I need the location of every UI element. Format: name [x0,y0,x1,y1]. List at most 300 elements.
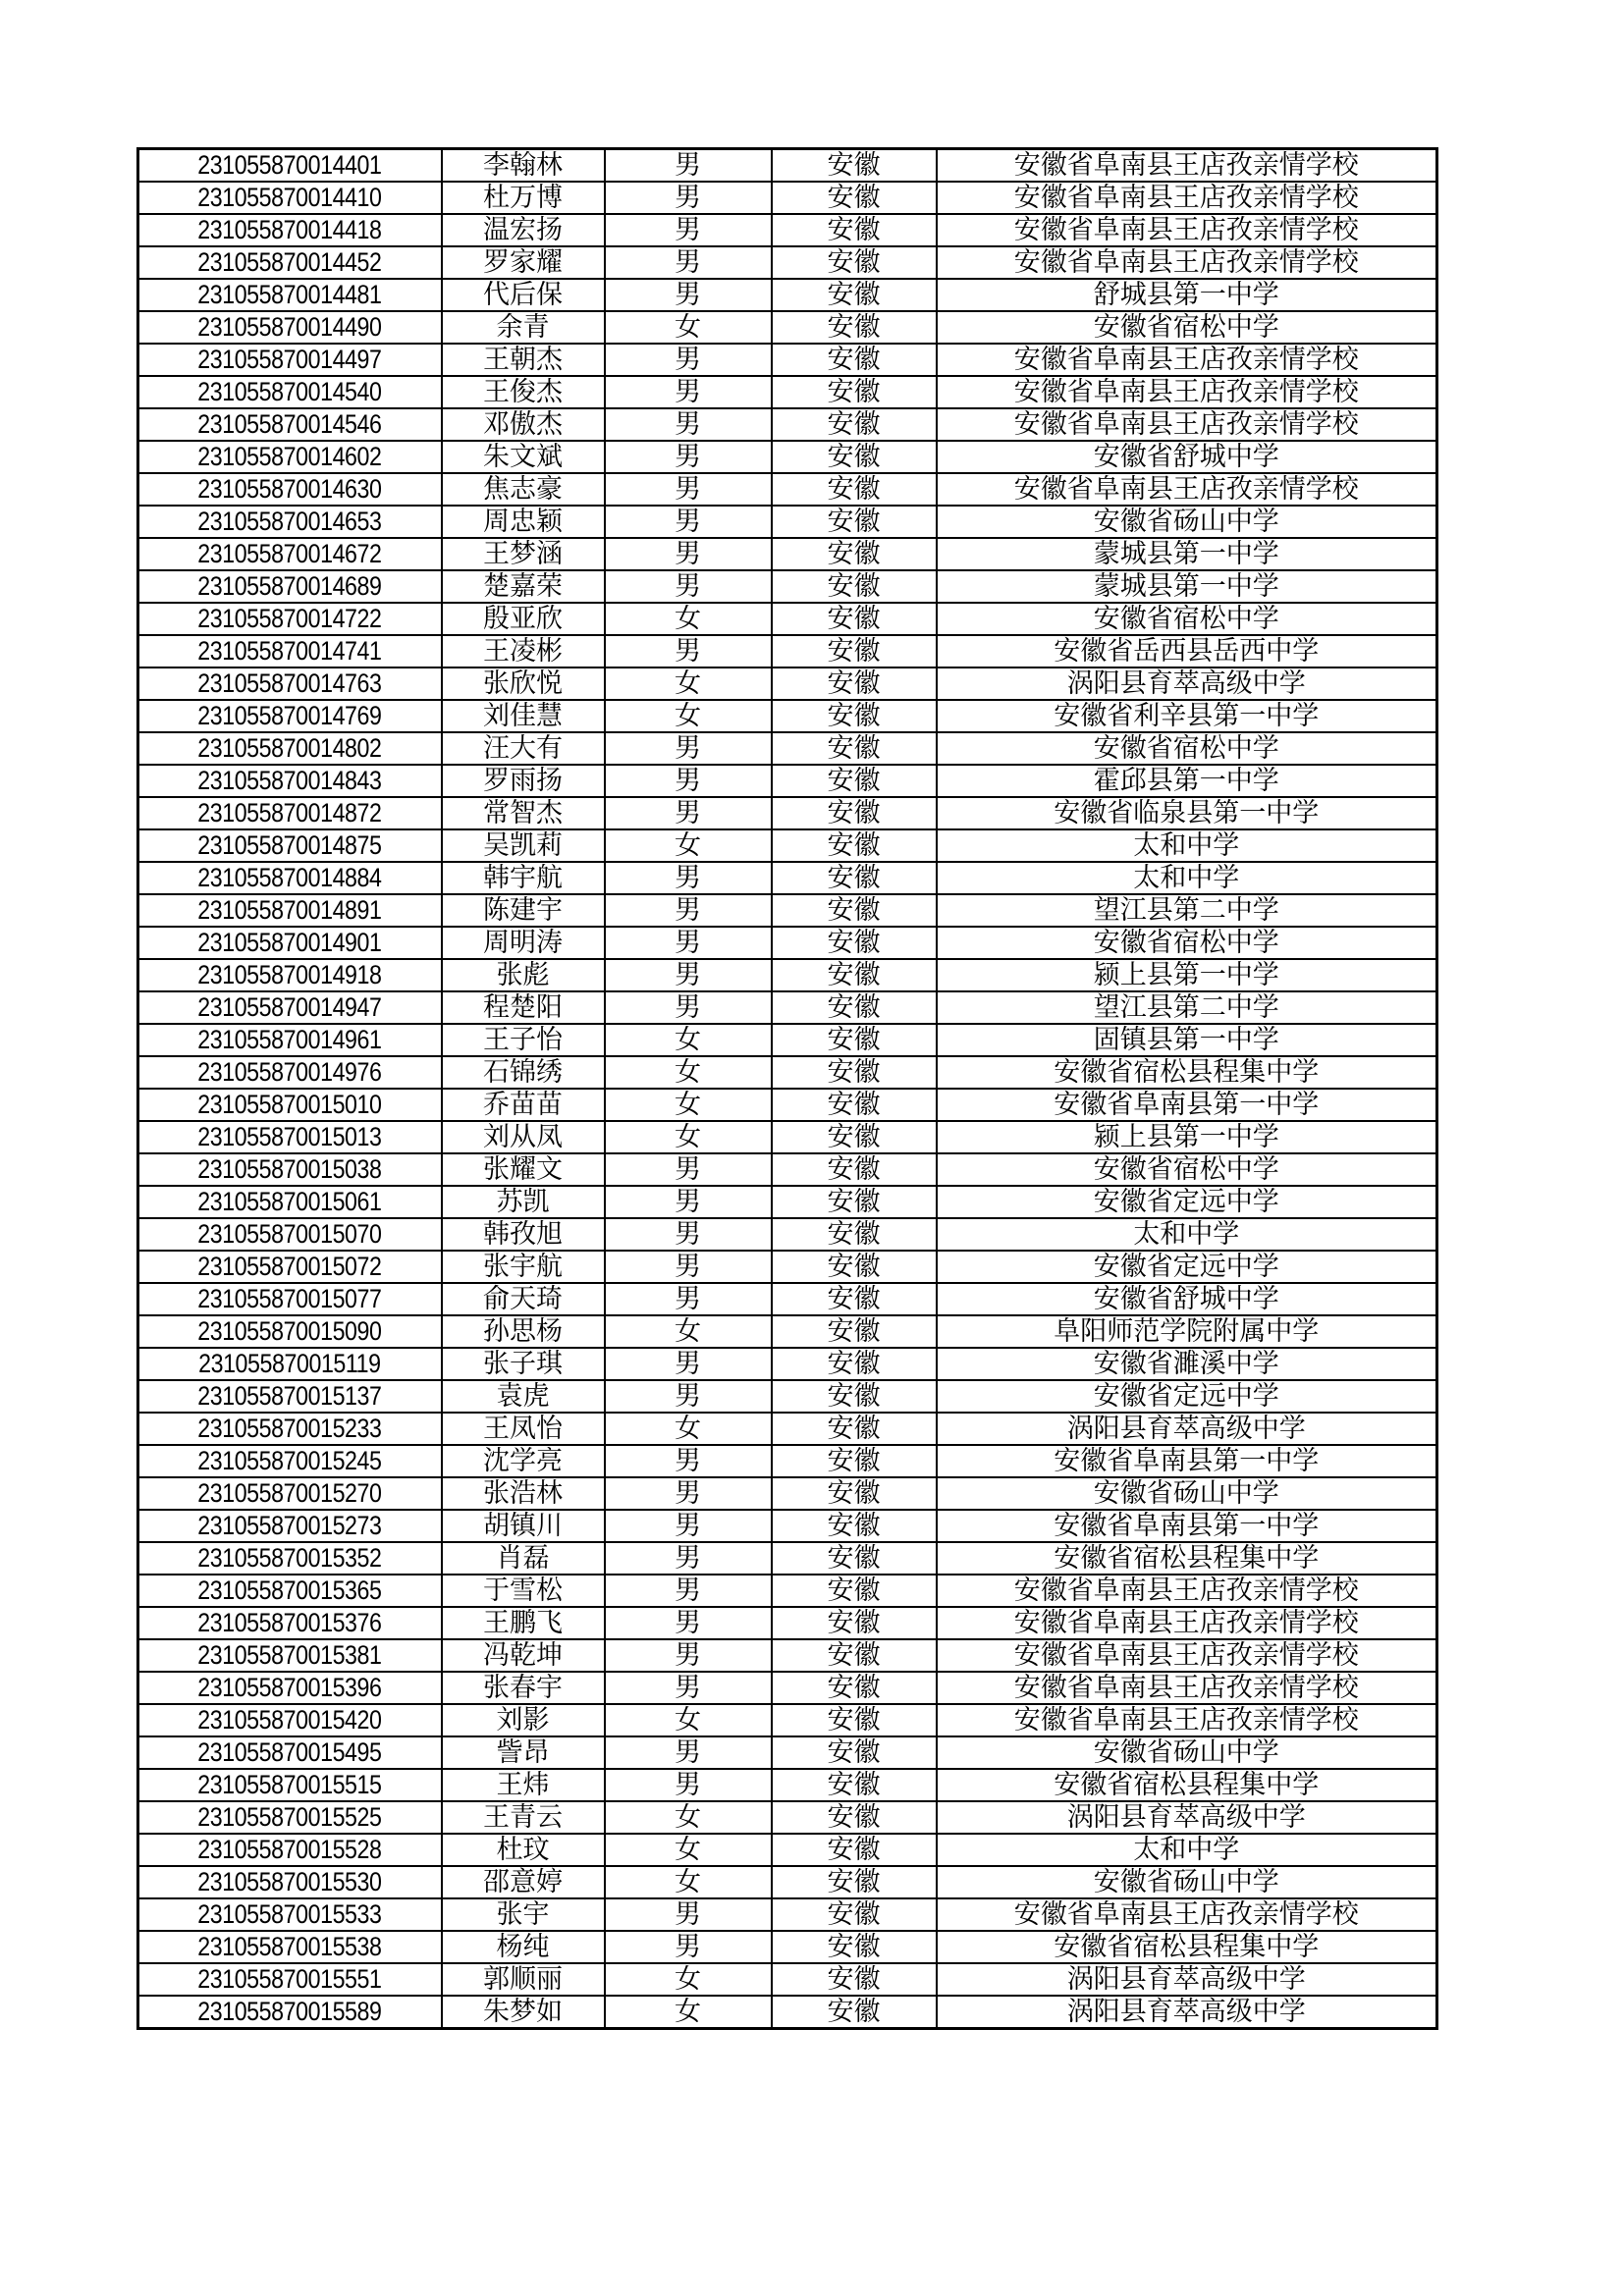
name-cell: 张宇航 [442,1251,605,1283]
table-row [138,1639,1437,1672]
name-cell: 张宇 [442,1898,605,1931]
exam-id-text: 231055870014918 [197,960,382,989]
school-cell: 太和中学 [937,1834,1437,1866]
gender-cell: 男 [605,473,772,506]
gender-cell: 男 [605,344,772,376]
name-cell: 王鹏飞 [442,1607,605,1639]
gender-cell: 女 [605,1315,772,1348]
name-cell: 冯乾坤 [442,1639,605,1672]
school-cell: 安徽省阜南县王店孜亲情学校 [937,1704,1437,1736]
exam-id-cell [138,1963,442,1996]
exam-id-cell [138,1024,442,1056]
gender-cell: 男 [605,1477,772,1510]
province-cell: 安徽 [772,506,937,538]
exam-id-cell [138,667,442,700]
school-cell: 太和中学 [937,1218,1437,1251]
province-cell: 安徽 [772,1898,937,1931]
gender-cell: 男 [605,1575,772,1607]
gender-cell: 男 [605,732,772,765]
name-cell: 张浩林 [442,1477,605,1510]
name-cell: 程楚阳 [442,991,605,1024]
gender-cell: 男 [605,1672,772,1704]
table-row [138,1186,1437,1218]
exam-id-text: 231055870015528 [197,1835,382,1864]
name-cell: 周明涛 [442,927,605,959]
name-cell: 韩宇航 [442,862,605,894]
name-cell: 焦志豪 [442,473,605,506]
province-cell: 安徽 [772,1672,937,1704]
name-cell: 杜玟 [442,1834,605,1866]
name-cell: 代后保 [442,279,605,311]
exam-id-text: 231055870014653 [197,507,382,536]
school-cell: 太和中学 [937,829,1437,862]
exam-id-cell [138,441,442,473]
gender-cell: 男 [605,1380,772,1413]
name-cell: 杜万博 [442,182,605,214]
gender-cell: 女 [605,1834,772,1866]
table-row [138,570,1437,603]
province-cell: 安徽 [772,182,937,214]
province-cell: 安徽 [772,1575,937,1607]
school-cell: 安徽省宿松县程集中学 [937,1542,1437,1575]
table-row [138,1607,1437,1639]
province-cell: 安徽 [772,894,937,927]
exam-id-cell [138,959,442,991]
gender-cell: 男 [605,1607,772,1639]
table-row [138,894,1437,927]
exam-id-cell [138,894,442,927]
exam-id-cell [138,1315,442,1348]
name-cell: 王凌彬 [442,635,605,667]
school-cell: 安徽省宿松中学 [937,732,1437,765]
table-row [138,1542,1437,1575]
school-cell: 安徽省定远中学 [937,1380,1437,1413]
province-cell: 安徽 [772,1186,937,1218]
name-cell: 胡镇川 [442,1510,605,1542]
exam-id-text: 231055870014490 [197,312,382,342]
gender-cell: 女 [605,1866,772,1898]
exam-id-text: 231055870014884 [197,863,382,892]
exam-id-text: 231055870015530 [197,1867,382,1896]
table-row [138,862,1437,894]
province-cell: 安徽 [772,603,937,635]
gender-cell: 男 [605,1736,772,1769]
exam-id-cell [138,1542,442,1575]
exam-id-text: 231055870015533 [197,1899,382,1929]
exam-id-text: 231055870015420 [197,1705,382,1735]
province-cell: 安徽 [772,149,937,183]
name-cell: 邓傲杰 [442,408,605,441]
gender-cell: 女 [605,1121,772,1153]
exam-id-cell [138,927,442,959]
province-cell: 安徽 [772,797,937,829]
table-row [138,1445,1437,1477]
exam-id-text: 231055870014976 [197,1057,382,1087]
table-row [138,927,1437,959]
exam-id-cell [138,473,442,506]
school-cell: 安徽省宿松县程集中学 [937,1769,1437,1801]
province-cell: 安徽 [772,1380,937,1413]
name-cell: 王青云 [442,1801,605,1834]
name-cell: 朱梦如 [442,1996,605,2029]
exam-id-cell [138,1056,442,1089]
name-cell: 楚嘉荣 [442,570,605,603]
exam-id-text: 231055870015010 [197,1090,382,1119]
table-row [138,1218,1437,1251]
school-cell: 安徽省阜南县王店孜亲情学校 [937,246,1437,279]
province-cell: 安徽 [772,570,937,603]
exam-id-text: 231055870014891 [197,895,382,925]
province-cell: 安徽 [772,1769,937,1801]
province-cell: 安徽 [772,473,937,506]
name-cell: 石锦绣 [442,1056,605,1089]
name-cell: 周忠颖 [442,506,605,538]
exam-id-text: 231055870014763 [197,668,382,698]
province-cell: 安徽 [772,1153,937,1186]
school-cell: 安徽省阜南县王店孜亲情学校 [937,182,1437,214]
school-cell: 安徽省宿松县程集中学 [937,1931,1437,1963]
gender-cell: 男 [605,279,772,311]
gender-cell: 女 [605,1963,772,1996]
gender-cell: 男 [605,570,772,603]
province-cell: 安徽 [772,1413,937,1445]
name-cell: 陈建宇 [442,894,605,927]
province-cell: 安徽 [772,1477,937,1510]
table-row [138,1121,1437,1153]
table-row [138,797,1437,829]
gender-cell: 女 [605,1024,772,1056]
exam-id-cell [138,1736,442,1769]
school-cell: 安徽省阜南县第一中学 [937,1510,1437,1542]
province-cell: 安徽 [772,538,937,570]
table-row [138,1898,1437,1931]
name-cell: 温宏扬 [442,214,605,246]
province-cell: 安徽 [772,279,937,311]
school-cell: 安徽省砀山中学 [937,1866,1437,1898]
gender-cell: 女 [605,311,772,344]
exam-id-text: 231055870014961 [197,1025,382,1054]
exam-id-cell [138,765,442,797]
school-cell: 安徽省阜南县王店孜亲情学校 [937,376,1437,408]
exam-id-text: 231055870014722 [197,604,382,633]
province-cell: 安徽 [772,862,937,894]
exam-id-text: 231055870014410 [197,183,382,212]
table-row [138,732,1437,765]
exam-id-text: 231055870014418 [197,215,382,244]
school-cell: 安徽省阜南县王店孜亲情学校 [937,1639,1437,1672]
gender-cell: 男 [605,1251,772,1283]
school-cell: 安徽省宿松中学 [937,1153,1437,1186]
exam-id-cell [138,214,442,246]
gender-cell: 男 [605,1769,772,1801]
province-cell: 安徽 [772,927,937,959]
gender-cell: 男 [605,1898,772,1931]
province-cell: 安徽 [772,1510,937,1542]
table-row [138,506,1437,538]
school-cell: 安徽省阜南县王店孜亲情学校 [937,1672,1437,1704]
name-cell: 韩孜旭 [442,1218,605,1251]
exam-id-text: 231055870015077 [197,1284,382,1313]
table-row [138,1672,1437,1704]
province-cell: 安徽 [772,765,937,797]
table-row [138,473,1437,506]
table-row [138,376,1437,408]
table-row [138,1575,1437,1607]
name-cell: 俞天琦 [442,1283,605,1315]
name-cell: 于雪松 [442,1575,605,1607]
exam-id-text: 231055870015273 [197,1511,382,1540]
name-cell: 殷亚欣 [442,603,605,635]
school-cell: 颍上县第一中学 [937,1121,1437,1153]
table-row [138,635,1437,667]
exam-id-cell [138,311,442,344]
name-cell: 刘影 [442,1704,605,1736]
gender-cell: 女 [605,667,772,700]
province-cell: 安徽 [772,214,937,246]
table-row [138,1056,1437,1089]
exam-id-text: 231055870015070 [197,1219,382,1249]
province-cell: 安徽 [772,991,937,1024]
table-row [138,1866,1437,1898]
province-cell: 安徽 [772,829,937,862]
exam-id-cell [138,732,442,765]
province-cell: 安徽 [772,1704,937,1736]
name-cell: 邵意婷 [442,1866,605,1898]
province-cell: 安徽 [772,1866,937,1898]
province-cell: 安徽 [772,1251,937,1283]
province-cell: 安徽 [772,1996,937,2029]
table-row [138,1348,1437,1380]
province-cell: 安徽 [772,1931,937,1963]
province-cell: 安徽 [772,376,937,408]
gender-cell: 男 [605,927,772,959]
name-cell: 肖磊 [442,1542,605,1575]
exam-id-text: 231055870014630 [197,474,382,504]
gender-cell: 男 [605,506,772,538]
school-cell: 安徽省阜南县王店孜亲情学校 [937,1898,1437,1931]
table-row [138,1153,1437,1186]
province-cell: 安徽 [772,311,937,344]
table-row [138,182,1437,214]
province-cell: 安徽 [772,1801,937,1834]
exam-id-cell [138,506,442,538]
province-cell: 安徽 [772,1834,937,1866]
name-cell: 刘佳慧 [442,700,605,732]
table-row [138,1769,1437,1801]
name-cell: 罗雨扬 [442,765,605,797]
school-cell: 望江县第二中学 [937,991,1437,1024]
school-cell: 安徽省阜南县王店孜亲情学校 [937,1607,1437,1639]
name-cell: 王梦涵 [442,538,605,570]
province-cell: 安徽 [772,1736,937,1769]
gender-cell: 男 [605,441,772,473]
exam-id-text: 231055870015270 [197,1478,382,1508]
table-row [138,1834,1437,1866]
name-cell: 李翰林 [442,149,605,183]
exam-id-cell [138,1121,442,1153]
name-cell: 刘从凤 [442,1121,605,1153]
gender-cell: 男 [605,991,772,1024]
exam-id-text: 231055870015381 [197,1640,382,1670]
exam-id-cell [138,991,442,1024]
gender-cell: 男 [605,1186,772,1218]
name-cell: 余青 [442,311,605,344]
school-cell: 涡阳县育萃高级中学 [937,1963,1437,1996]
name-cell: 袁虎 [442,1380,605,1413]
school-cell: 颍上县第一中学 [937,959,1437,991]
gender-cell: 男 [605,894,772,927]
name-cell: 张耀文 [442,1153,605,1186]
exam-id-text: 231055870014875 [197,830,382,860]
table-row [138,1931,1437,1963]
exam-id-text: 231055870014872 [197,798,382,828]
exam-id-cell [138,182,442,214]
table-row [138,829,1437,862]
school-cell: 蒙城县第一中学 [937,538,1437,570]
exam-id-text: 231055870015376 [197,1608,382,1637]
table-row [138,1704,1437,1736]
gender-cell: 男 [605,214,772,246]
exam-id-cell [138,1380,442,1413]
gender-cell: 女 [605,1801,772,1834]
exam-id-text: 231055870015495 [197,1737,382,1767]
gender-cell: 男 [605,635,772,667]
exam-id-cell [138,1283,442,1315]
exam-id-text: 231055870015233 [197,1414,382,1443]
exam-id-text: 231055870014689 [197,571,382,601]
exam-id-cell [138,1089,442,1121]
table-row [138,1963,1437,1996]
school-cell: 安徽省阜南县王店孜亲情学校 [937,473,1437,506]
table-row [138,1477,1437,1510]
school-cell: 安徽省阜南县王店孜亲情学校 [937,344,1437,376]
exam-id-text: 231055870014546 [197,409,382,439]
school-cell: 安徽省阜南县第一中学 [937,1089,1437,1121]
province-cell: 安徽 [772,408,937,441]
gender-cell: 女 [605,603,772,635]
table-row [138,1801,1437,1834]
exam-id-text: 231055870015119 [198,1349,382,1378]
exam-id-cell [138,408,442,441]
exam-id-text: 231055870015352 [197,1543,382,1573]
exam-id-text: 231055870015551 [197,1964,382,1994]
province-cell: 安徽 [772,1089,937,1121]
exam-id-cell [138,1477,442,1510]
table-row [138,1510,1437,1542]
school-cell: 安徽省阜南县王店孜亲情学校 [937,1575,1437,1607]
name-cell: 郭顺丽 [442,1963,605,1996]
gender-cell: 男 [605,246,772,279]
exam-id-cell [138,538,442,570]
exam-id-cell [138,797,442,829]
name-cell: 訾昂 [442,1736,605,1769]
exam-id-text: 231055870014843 [197,766,382,795]
table-row [138,1315,1437,1348]
school-cell: 霍邱县第一中学 [937,765,1437,797]
province-cell: 安徽 [772,246,937,279]
table-row [138,1251,1437,1283]
table-row [138,1996,1437,2029]
table-row [138,311,1437,344]
gender-cell: 女 [605,1704,772,1736]
exam-id-cell [138,376,442,408]
table-row [138,344,1437,376]
exam-id-cell [138,1348,442,1380]
exam-id-cell [138,1801,442,1834]
gender-cell: 男 [605,1510,772,1542]
exam-id-text: 231055870015090 [197,1316,382,1346]
province-cell: 安徽 [772,959,937,991]
province-cell: 安徽 [772,1639,937,1672]
school-cell: 安徽省砀山中学 [937,506,1437,538]
province-cell: 安徽 [772,700,937,732]
school-cell: 安徽省定远中学 [937,1186,1437,1218]
exam-id-cell [138,1186,442,1218]
name-cell: 王朝杰 [442,344,605,376]
exam-id-cell [138,862,442,894]
province-cell: 安徽 [772,667,937,700]
gender-cell: 男 [605,1153,772,1186]
exam-id-text: 231055870015396 [197,1673,382,1702]
gender-cell: 男 [605,862,772,894]
school-cell: 安徽省临泉县第一中学 [937,797,1437,829]
province-cell: 安徽 [772,1963,937,1996]
gender-cell: 女 [605,1413,772,1445]
exam-id-cell [138,1153,442,1186]
table-row [138,991,1437,1024]
school-cell: 阜阳师范学院附属中学 [937,1315,1437,1348]
table-row [138,765,1437,797]
gender-cell: 男 [605,1283,772,1315]
exam-id-cell [138,603,442,635]
gender-cell: 男 [605,1348,772,1380]
school-cell: 安徽省砀山中学 [937,1477,1437,1510]
name-cell: 王子怡 [442,1024,605,1056]
exam-id-text: 231055870014901 [197,928,382,957]
school-cell: 太和中学 [937,862,1437,894]
name-cell: 常智杰 [442,797,605,829]
exam-id-text: 231055870014802 [197,733,382,763]
table-row [138,538,1437,570]
table-row [138,1089,1437,1121]
name-cell: 张子琪 [442,1348,605,1380]
school-cell: 安徽省岳西县岳西中学 [937,635,1437,667]
name-cell: 沈学亮 [442,1445,605,1477]
gender-cell: 女 [605,829,772,862]
gender-cell: 男 [605,376,772,408]
exam-id-text: 231055870015365 [197,1575,382,1605]
school-cell: 安徽省定远中学 [937,1251,1437,1283]
school-cell: 安徽省宿松中学 [937,927,1437,959]
school-cell: 安徽省舒城中学 [937,1283,1437,1315]
province-cell: 安徽 [772,441,937,473]
exam-id-cell [138,279,442,311]
school-cell: 蒙城县第一中学 [937,570,1437,603]
exam-id-cell [138,700,442,732]
exam-id-cell [138,1607,442,1639]
name-cell: 王俊杰 [442,376,605,408]
exam-id-cell [138,635,442,667]
province-cell: 安徽 [772,732,937,765]
province-cell: 安徽 [772,1445,937,1477]
gender-cell: 女 [605,1996,772,2029]
exam-id-cell [138,1769,442,1801]
exam-id-text: 231055870015013 [197,1122,382,1151]
exam-id-cell [138,829,442,862]
exam-id-cell [138,149,442,183]
province-cell: 安徽 [772,635,937,667]
name-cell: 孙思杨 [442,1315,605,1348]
